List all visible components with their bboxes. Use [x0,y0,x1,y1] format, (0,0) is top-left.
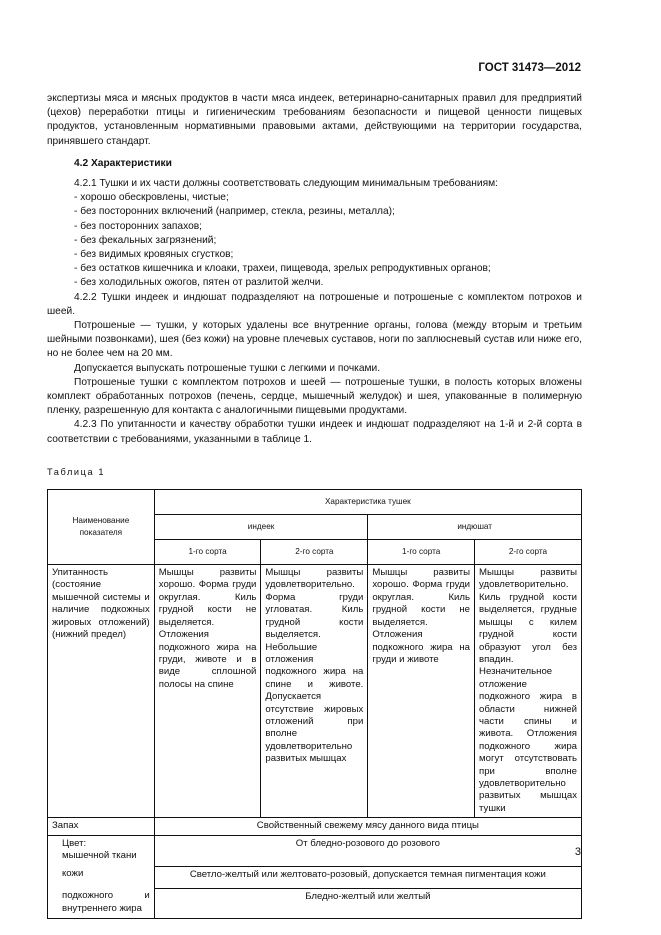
table-header-row [48,490,582,515]
row-color-fat-value: Бледно-желтый или желтый [154,888,581,919]
page-number: 3 [574,846,581,858]
row-color-skin-name: кожи [48,866,155,888]
table-caption: Таблица 1 [47,466,106,477]
row-color-muscle-value: От бледно-розового до розового [154,835,581,866]
table-row [48,866,582,888]
header-indicator-name: Наименование показателя [48,490,155,565]
intro-paragraph: экспертизы мяса и мясных продуктов в части мяса индеек, ветеринарно-санитарных правил для предприятий (цехов) переработки птицы и гигиеническим требованиям безопасности и пищевой ценности пищевых продуктов, установленным нормативными правовыми актами, действующими на территории государства, принявшего стандарт. [47,93,582,147]
table-row [48,818,582,835]
header-turkeys: индеек [154,515,368,540]
row-fatness-turkey-1: Мышцы развиты хорошо. Форма груди округлая. Киль грудной кости не выделяется. Отложения подкожного жира на груди, животе и в виде сплошной полосы на спине [154,565,261,818]
table-row [48,835,582,866]
clause-4-2-2: 4.2.2 Тушки индеек и индюшат подразделяют на потрошеные и потрошеные с комплектом потрохов и шеей. [47,291,582,317]
row-smell-value: Свойственный свежему мясу данного вида птицы [154,818,581,835]
row-color-fat-name: подкожного и внутреннего жира [48,888,155,919]
paragraph-allowed: Допускается выпускать потрошеные тушки с легкими и почками. [74,362,381,374]
row-color-skin-value: Светло-желтый или желтовато-розовый, допускается темная пигментация кожи [154,866,581,888]
row-smell-name: Запах [48,818,155,835]
list-item: - без холодильных ожогов, пятен от разлитой желчи. [74,277,324,289]
header-poult-grade-2: 2-го сорта [475,540,582,565]
clause-4-2-3: 4.2.3 По упитанности и качеству обработки тушки индеек и индюшат подразделяют на 1-й и 2-й сорта в соответствии с требованиями, указанными в таблице 1. [47,419,582,445]
header-characteristics: Характеристика тушек [154,490,581,515]
table-row [48,888,582,919]
row-color-muscle-name [48,835,155,866]
row-fatness-poult-1: Мышцы развиты хорошо. Форма груди округлая. Киль грудной кости не выделяется. Отложения подкожного жира на груди и животе [368,565,475,818]
clause-4-2-1: 4.2.1 Тушки и их части должны соответствовать следующим минимальным требованиям: [74,178,498,190]
paragraph-gutted: Потрошеные — тушки, у которых удалены все внутренние органы, голова (между вторым и третьим шейными позвонками), шея (без кожи) на уровне плечевых суставов, ноги по заплюсневый сустав или ниже его, но не более чем на 20 мм. [47,320,582,360]
list-item: - без посторонних включений (например, стекла, резины, металла); [74,206,395,218]
row-fatness-turkey-2: Мышцы развиты удовлетворительно. Форма груди угловатая. Киль грудной кости выделяется. Небольшие отложения подкожного жира на спине и животе. Допускается отсутствие жировых отложений при вполне удовлетворительно развитых мышцах [261,565,368,818]
header-turkey-grade-1: 1-го сорта [154,540,261,565]
list-item: - без видимых кровяных сгустков; [74,249,234,261]
requirements-list [47,191,582,290]
list-item: - хорошо обескровлены, чистые; [74,192,229,204]
row-fatness-name: Упитанность (состояние мышечной системы и наличие подкожных жировых отложений) (нижний предел) [48,565,155,818]
list-item: - без остатков кишечника и клоаки, трахеи, пищевода, зрелых репродуктивных органов; [74,263,491,275]
header-poults: индюшат [368,515,582,540]
document-body [47,92,582,919]
row-color-muscle-label: мышечной ткани [62,850,137,862]
table-1 [47,489,582,919]
paragraph-gutted-kit: Потрошеные тушки с комплектом потрохов и шеей — потрошеные тушки, в полость которых вложены комплект обработанных потрохов (печень, сердце, мышечный желудок) и шея, упакованные в полимерную пленку, разрешенную для контакта с аналогичными пищевыми продуктами. [47,376,582,417]
section-title: 4.2 Характеристики [74,157,172,169]
row-fatness-poult-2: Мышцы развиты удовлетворительно. Киль грудной кости выделяется, грудные мышцы с килем грудной кости образуют угол без впадин. Незначительное отложение подкожного жира в области нижней части спины и живота. Отложения подкожного жира могут отсутствовать при вполне удовлетворительно развитых мышцах тушки [475,565,582,818]
standard-header: ГОСТ 31473—2012 [478,62,581,74]
table-row [48,565,582,818]
header-turkey-grade-2: 2-го сорта [261,540,368,565]
list-item: - без фекальных загрязнений; [74,234,217,246]
list-item: - без посторонних запахов; [74,220,202,232]
row-color-label: Цвет: [62,837,87,849]
header-poult-grade-1: 1-го сорта [368,540,475,565]
